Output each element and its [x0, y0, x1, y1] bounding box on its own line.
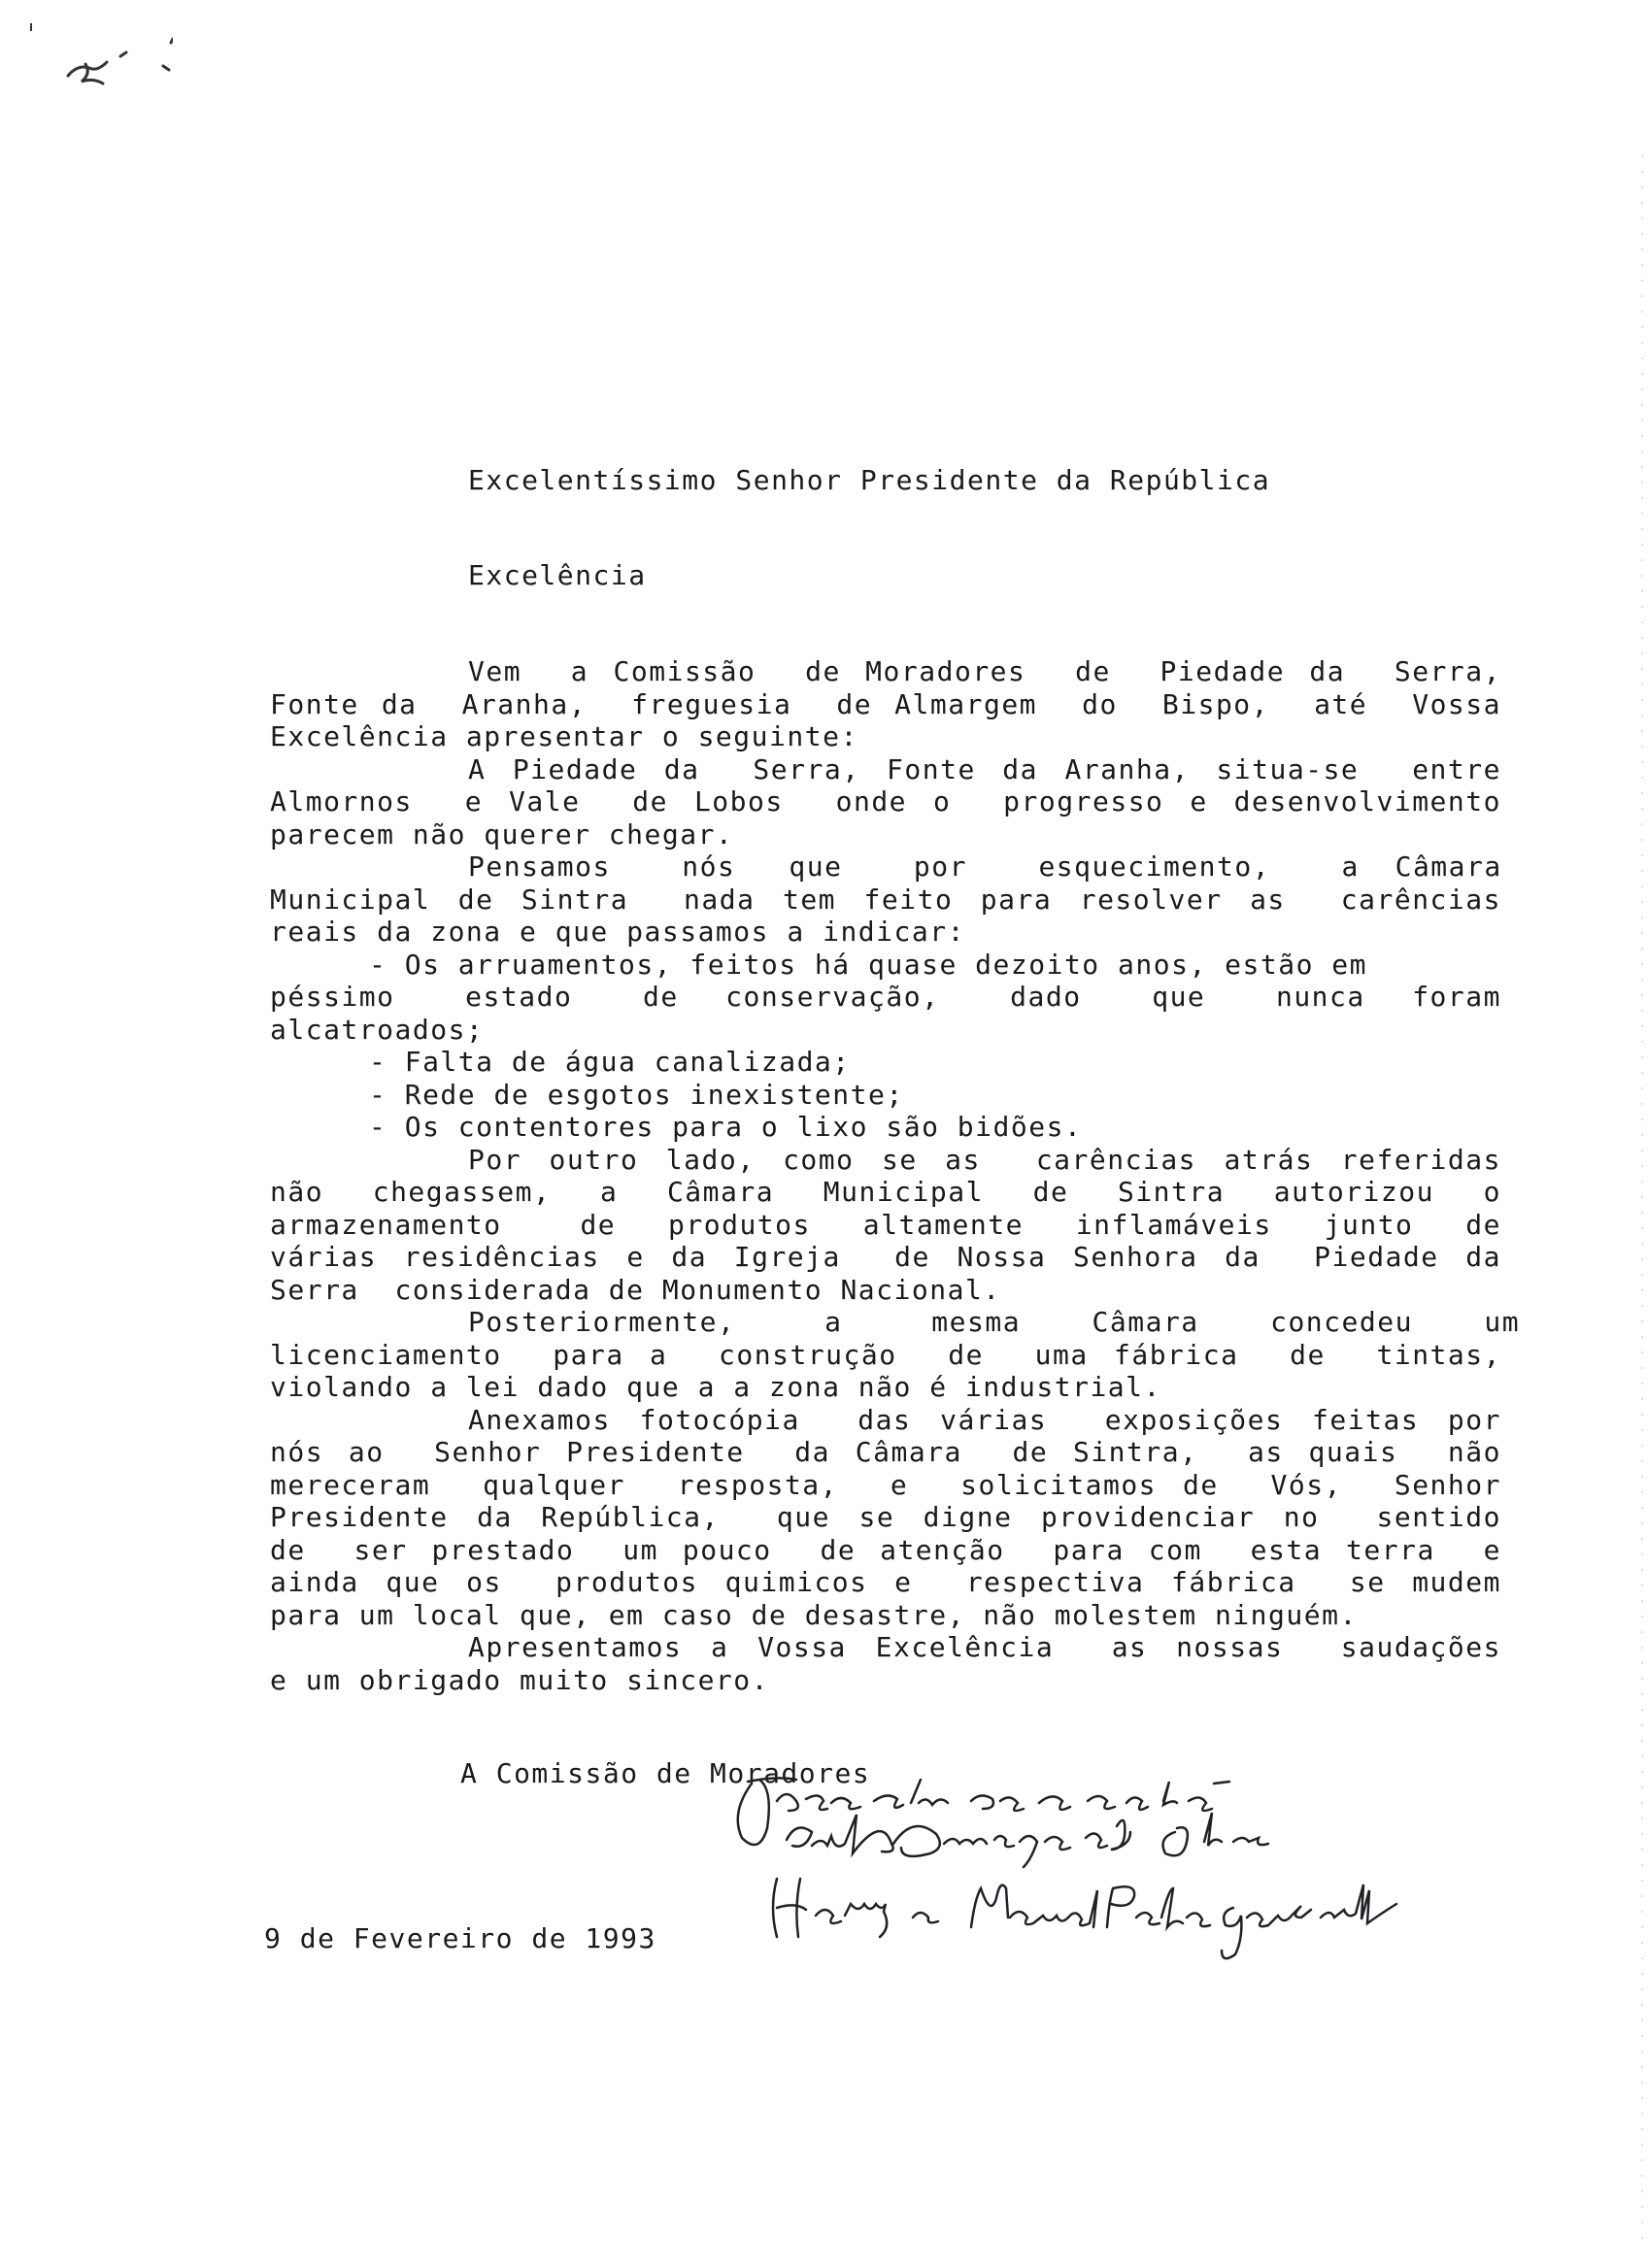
body-line: violando a lei dado que a a zona não é industrial. — [270, 1371, 1161, 1403]
body-line: Almornos e Vale de Lobos onde o progresso e desenvolvimento — [270, 785, 1501, 817]
body-line: parecem não querer chegar. — [270, 817, 734, 850]
body-line: Fonte da Aranha, freguesia de Almargem do Bispo, até Vossa — [270, 687, 1501, 720]
body-line: ainda que os produtos quimicos e respectiva fábrica se mudem — [270, 1566, 1501, 1598]
body-line: Apresentamos a Vossa Excelência as nossas saudações — [468, 1631, 1501, 1663]
body-line: Pensamos nós que por esquecimento, a Câmara — [468, 850, 1502, 883]
body-line: Excelência apresentar o seguinte: — [270, 720, 858, 752]
body-line: reais da zona e que passamos a indicar: — [270, 916, 965, 948]
body-line: de ser prestado um pouco de atenção para com esta terra e — [270, 1533, 1501, 1566]
salutation: Excelentíssimo Senhor Presidente da República — [468, 464, 1271, 496]
body-line: licenciamento para a construção de uma fábrica de tintas, — [270, 1338, 1501, 1371]
body-line: Serra considerada de Monumento Nacional. — [270, 1273, 1001, 1306]
body-line: não chegassem, a Câmara Municipal de Sintra autorizou o — [270, 1176, 1501, 1208]
body-line: e um obrigado muito sincero. — [270, 1663, 770, 1696]
body-line: Presidente da República, que se digne providenciar no sentido — [270, 1501, 1501, 1533]
body-line: péssimo estado de conservação, dado que nunca foram — [270, 981, 1501, 1013]
body-line: Posteriormente, a mesma Câmara concedeu um — [468, 1306, 1521, 1338]
body-line: - Falta de água canalizada; — [369, 1046, 851, 1078]
body-line: - Os arruamentos, feitos há quase dezoito anos, estão em — [369, 948, 1368, 981]
greeting: Excelência — [468, 559, 647, 591]
body-line: Anexamos fotocópia das várias exposições feitas por — [468, 1403, 1501, 1436]
body-line: Por outro lado, como se as carências atrás referidas — [468, 1143, 1501, 1176]
body-line: armazenamento de produtos altamente inflamáveis junto de — [270, 1208, 1501, 1241]
body-line: A Piedade da Serra, Fonte da Aranha, situa-se entre — [468, 752, 1501, 785]
body-line: - Rede de esgotos inexistente; — [369, 1078, 904, 1111]
body-line: mereceram qualquer resposta, e solicitamos de Vós, Senhor — [270, 1468, 1501, 1501]
body-line: - Os contentores para o lixo são bidões. — [369, 1111, 1083, 1143]
date-line: 9 de Fevereiro de 1993 — [264, 1922, 656, 1954]
body-line: várias residências e da Igreja de Nossa Senhora da Piedade da — [270, 1241, 1501, 1273]
body-line: Municipal de Sintra nada tem feito para resolver as carências — [270, 883, 1501, 916]
body-line: alcatroados; — [270, 1013, 485, 1046]
signatures — [719, 1762, 1573, 1966]
signature-3 — [773, 1879, 1396, 1958]
closing-line: A Comissão de Moradores — [460, 1757, 871, 1789]
signature-2 — [787, 1813, 1268, 1867]
body-line: Vem a Comissão de Moradores de Piedade da Serra, — [468, 655, 1501, 687]
corner-scribble-icon — [27, 17, 173, 95]
scan-edge-mark — [1641, 155, 1643, 2252]
body-line: nós ao Senhor Presidente da Câmara de Sintra, as quais não — [270, 1436, 1501, 1468]
body-line: para um local que, em caso de desastre, não molestem ninguém. — [270, 1598, 1358, 1631]
